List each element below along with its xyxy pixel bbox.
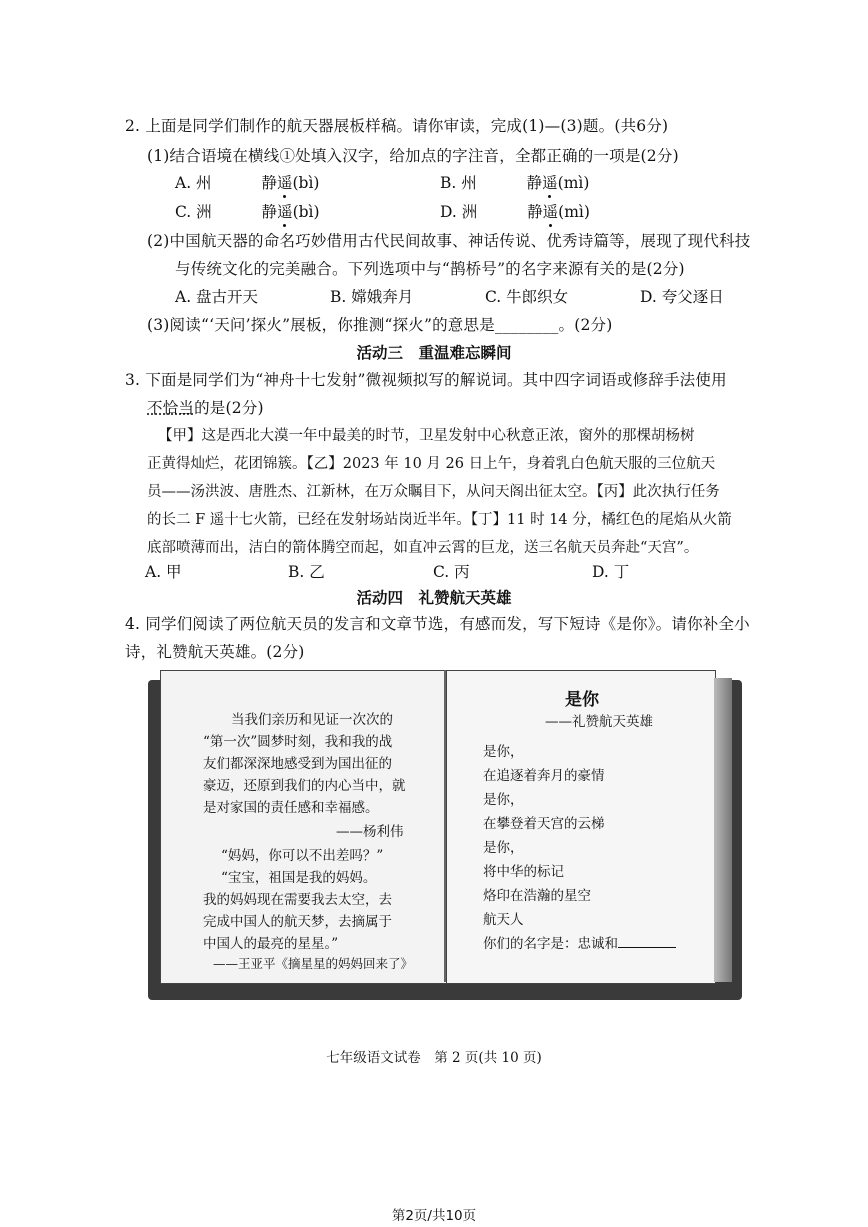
q3-passage-line: 【甲】这是西北大漠一年中最美的时节，卫星发射中心秋意正浓，窗外的那棵胡杨树: [158, 428, 695, 444]
activity3-title: 活动三 重温难忘瞬间: [356, 344, 512, 362]
q4-stem-line2: 诗，礼赞航天英雄。(2分): [125, 643, 305, 661]
poem-line: 是你，: [483, 840, 524, 856]
book-page-edge: [714, 678, 732, 982]
q3-emphasis: 不恰当: [147, 399, 195, 417]
q2-sub1-option-c: [175, 202, 320, 222]
poem-line: 在攀登着天宫的云梯: [483, 816, 605, 832]
left-page-line: “第一次”圆梦时刻，我和我的战: [203, 734, 393, 750]
q3-option-d: D. 丁: [592, 563, 630, 581]
poem-title: 是你: [565, 690, 599, 710]
book-right-page: [446, 670, 716, 984]
poem-line-text: 你们的名字是：忠诚和: [483, 936, 618, 952]
q4-stem-line1: 4. 同学们阅读了两位航天员的发言和文章节选，有感而发，写下短诗《是你》。请你补全小: [125, 615, 750, 633]
poem-line: 在追逐着奔月的豪情: [483, 768, 605, 784]
q3-passage-line: 的长二 F 遥十七火箭，已经在发射场站岗近半年。【丁】11 时 14 分，橘红色的尾焰从火箭: [147, 512, 732, 528]
option-pinyin: (mì): [558, 203, 590, 221]
option-label: A. 州: [175, 174, 212, 192]
q3-passage-line: 正黄得灿烂，花团锦簇。【乙】2023 年 10 月 26 日上午，身着乳白色航天服的三位航天: [147, 456, 716, 472]
q2-stem: 2. 上面是同学们制作的航天器展板样稿。请你审读，完成(1)—(3)题。(共6分): [125, 117, 669, 135]
answer-blank[interactable]: [618, 933, 676, 948]
left-page-line: “宝宝，祖国是我的妈妈。: [221, 870, 377, 886]
dotted-char: 遥: [277, 203, 293, 221]
q2-sub2-stem-line1: (2)中国航天器的命名巧妙借用古代民间故事、神话传说、优秀诗篇等，展现了现代科技: [147, 232, 751, 250]
q3-stem-line1: 3. 下面是同学们为“神舟十七发射”微视频拟写的解说词。其中四字词语或修辞手法使用: [125, 371, 727, 389]
q3-option-a: A. 甲: [145, 563, 182, 581]
q2-sub2-option-b: B. 嫦娥奔月: [330, 288, 414, 306]
option-word-pre: 静: [261, 203, 278, 221]
left-page-author: ——杨利伟: [336, 824, 404, 840]
option-label: C. 洲: [175, 203, 212, 221]
exam-footer: 七年级语文试卷 第 2 页(共 10 页): [326, 1050, 542, 1066]
dotted-char: 遥: [276, 174, 293, 192]
option-label: B. 州: [440, 174, 477, 192]
left-page-line: “妈妈，你可以不出差吗？”: [221, 848, 384, 864]
left-page-line: 是对家国的责任感和幸福感。: [203, 800, 379, 816]
option-word-pre: 静: [261, 174, 277, 192]
q2-sub3-stem: (3)阅读“‘天问’探火”展板，你推测“探火”的意思是________。(2分): [147, 316, 613, 334]
option-word-pre: 静: [526, 174, 543, 192]
option-pinyin: (bì): [292, 203, 320, 221]
option-label: D. 洲: [440, 203, 478, 221]
q2-sub2-option-a: A. 盘古开天: [175, 288, 259, 306]
left-page-line: 完成中国人的航天梦，去摘属于: [203, 914, 392, 930]
left-page-line: 我的妈妈现在需要我去太空，去: [203, 892, 392, 908]
poem-line: 航天人: [483, 912, 524, 928]
option-pinyin: (bì): [292, 174, 320, 192]
left-page-line: 豪迈，还原到我们的内心当中，就: [203, 778, 406, 794]
page-number: 第2页/共10页: [391, 1208, 477, 1224]
q3-passage-line: 员——汤洪波、唐胜杰、江新林，在万众瞩目下，从问天阁出征太空。【丙】此次执行任务: [147, 484, 720, 500]
activity4-title: 活动四 礼赞航天英雄: [356, 589, 512, 607]
q2-sub2-option-c: C. 牛郎织女: [485, 288, 569, 306]
q3-stem-line2: [147, 398, 264, 418]
left-page-line: 友们都深深地感受到为国出征的: [203, 756, 392, 772]
q2-sub1-stem: (1)结合语境在横线①处填入汉字，给加点的字注音，全都正确的一项是(2分): [147, 147, 679, 165]
q3-passage-line: 底部喷薄而出，洁白的箭体腾空而起，如直冲云霄的巨龙，送三名航天员奔赴“天宫”。: [147, 540, 699, 556]
poem-subtitle: ——礼赞航天英雄: [545, 714, 653, 730]
option-word-pre: 静: [527, 203, 543, 221]
open-book-illustration: [148, 670, 742, 1000]
poem-line: 烙印在浩瀚的星空: [483, 888, 591, 904]
poem-line: 将中华的标记: [483, 864, 564, 880]
left-page-line: 当我们亲历和见证一次次的: [231, 712, 393, 728]
poem-line: 是你，: [483, 744, 524, 760]
left-page-line: 中国人的最亮的星星。”: [203, 936, 339, 952]
left-page-source: ——王亚平《摘星星的妈妈回来了》: [213, 956, 414, 971]
poem-line: 是你，: [483, 792, 524, 808]
option-pinyin: (mì): [557, 174, 590, 192]
q3-stem-rest: 的是(2分): [194, 399, 264, 417]
q3-option-c: C. 丙: [433, 563, 470, 581]
q2-sub1-option-a: [175, 173, 319, 193]
dotted-char: 遥: [542, 174, 558, 192]
book-left-page: [160, 670, 447, 984]
q2-sub2-stem-line2: 与传统文化的完美融合。下列选项中与“鹊桥号”的名字来源有关的是(2分): [175, 260, 685, 278]
q2-sub1-option-b: [440, 173, 589, 193]
q2-sub1-option-d: [440, 202, 590, 222]
q2-sub2-option-d: D. 夸父逐日: [640, 288, 724, 306]
poem-line-last: [483, 933, 676, 955]
dotted-char: 遥: [542, 203, 559, 221]
q3-option-b: B. 乙: [288, 563, 325, 581]
